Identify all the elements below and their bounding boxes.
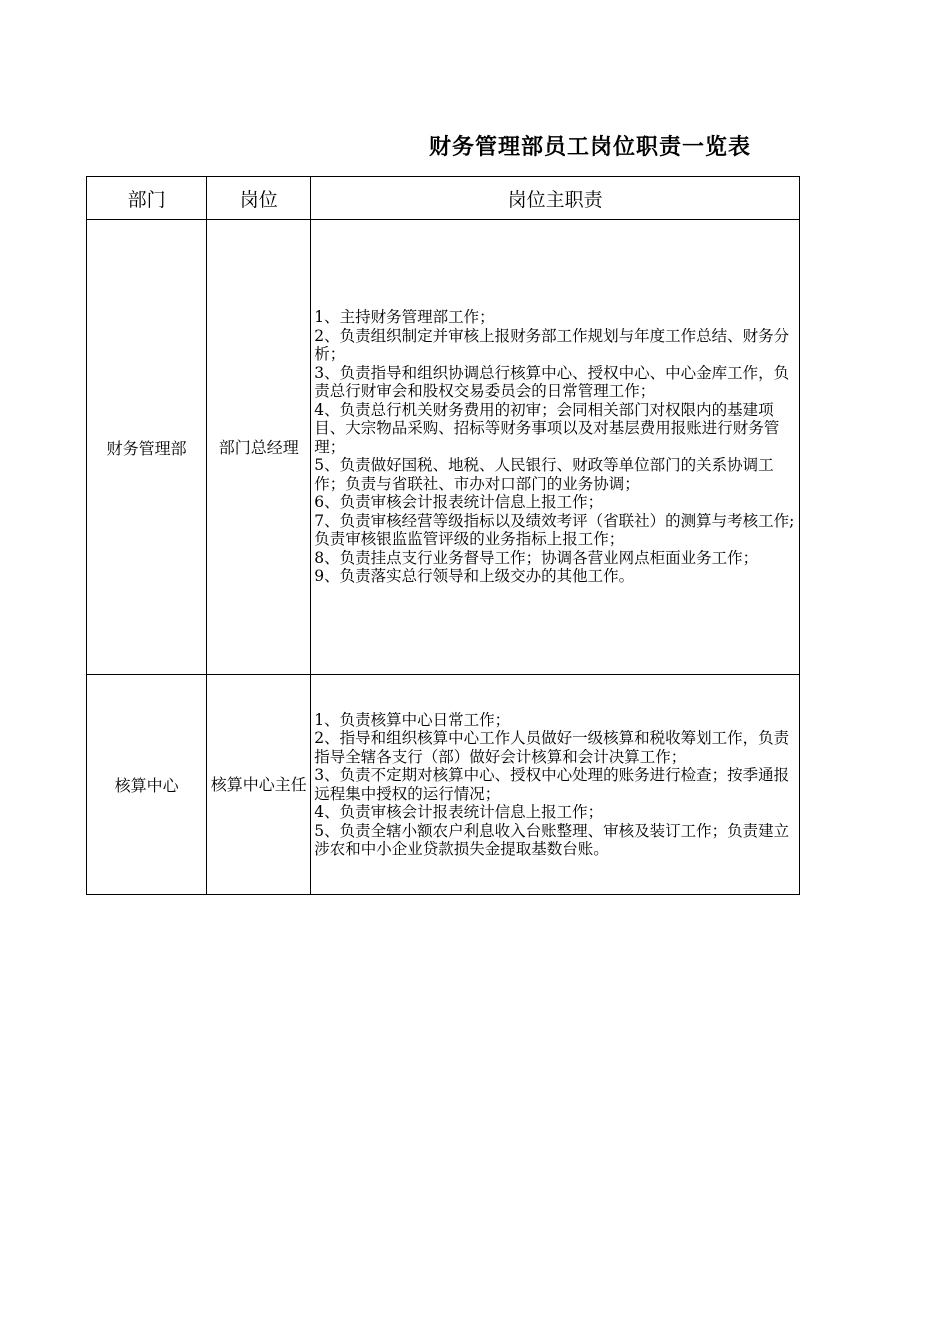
- duty-list: [314, 308, 795, 586]
- duty-item: 5、负责做好国税、地税、人民银行、财政等单位部门的关系协调工作；负责与省联社、市办对口部门的业务协调；: [314, 456, 774, 493]
- post-cell: 部门总经理: [207, 220, 311, 675]
- duty-item: 5、负责全辖小额农户利息收入台账整理、审核及装订工作；负责建立涉农和中小企业贷款损失金提取基数台账。: [314, 821, 790, 858]
- table-row: [87, 220, 800, 675]
- duty-item: 2、指导和组织核算中心工作人员做好一级核算和税收筹划工作，负责指导全辖各支行（部）做好会计核算和会计决算工作；: [314, 729, 790, 766]
- duty-list: [314, 711, 795, 859]
- duty-cell: [311, 675, 800, 895]
- duty-item: 7、负责审核经营等级指标以及绩效考评（省联社）的测算与考核工作;负责审核银监监管评级的业务指标上报工作；: [314, 511, 795, 549]
- table-row: [87, 675, 800, 895]
- duty-item: 3、负责指导和组织协调总行核算中心、授权中心、中心金库工作，负责总行财审会和股权交易委员会的日常管理工作；: [314, 363, 790, 401]
- dept-cell: 财务管理部: [87, 220, 207, 675]
- duty-item: 9、负责落实总行领导和上级交办的其他工作。: [314, 567, 635, 586]
- header-duty: 岗位主职责: [311, 177, 800, 220]
- duty-item: 4、负责审核会计报表统计信息上报工作；: [314, 803, 604, 821]
- duty-table: [86, 176, 800, 895]
- table-header-row: [87, 177, 800, 220]
- duty-item: 8、负责挂点支行业务督导工作；协调各营业网点柜面业务工作；: [314, 548, 759, 567]
- duty-item: 3、负责不定期对核算中心、授权中心处理的账务进行检查；按季通报远程集中授权的运行情况；: [314, 766, 790, 803]
- duty-item: 6、负责审核会计报表统计信息上报工作；: [314, 493, 604, 512]
- duty-item: 1、主持财务管理部工作；: [314, 308, 495, 327]
- duty-cell: [311, 220, 800, 675]
- post-cell: 核算中心主任: [207, 675, 311, 895]
- header-dept: 部门: [87, 177, 207, 220]
- duty-item: 2、负责组织制定并审核上报财务部工作规划与年度工作总结、财务分析；: [314, 326, 790, 364]
- duty-item: 1、负责核算中心日常工作；: [314, 710, 511, 729]
- page-title: 财务管理部员工岗位职责一览表: [428, 135, 751, 160]
- header-post: 岗位: [207, 177, 311, 220]
- duty-item: 4、负责总行机关财务费用的初审；会同相关部门对权限内的基建项目、大宗物品采购、招标等财务事项以及对基层费用报账进行财务管理；: [314, 400, 780, 456]
- dept-cell: 核算中心: [87, 675, 207, 895]
